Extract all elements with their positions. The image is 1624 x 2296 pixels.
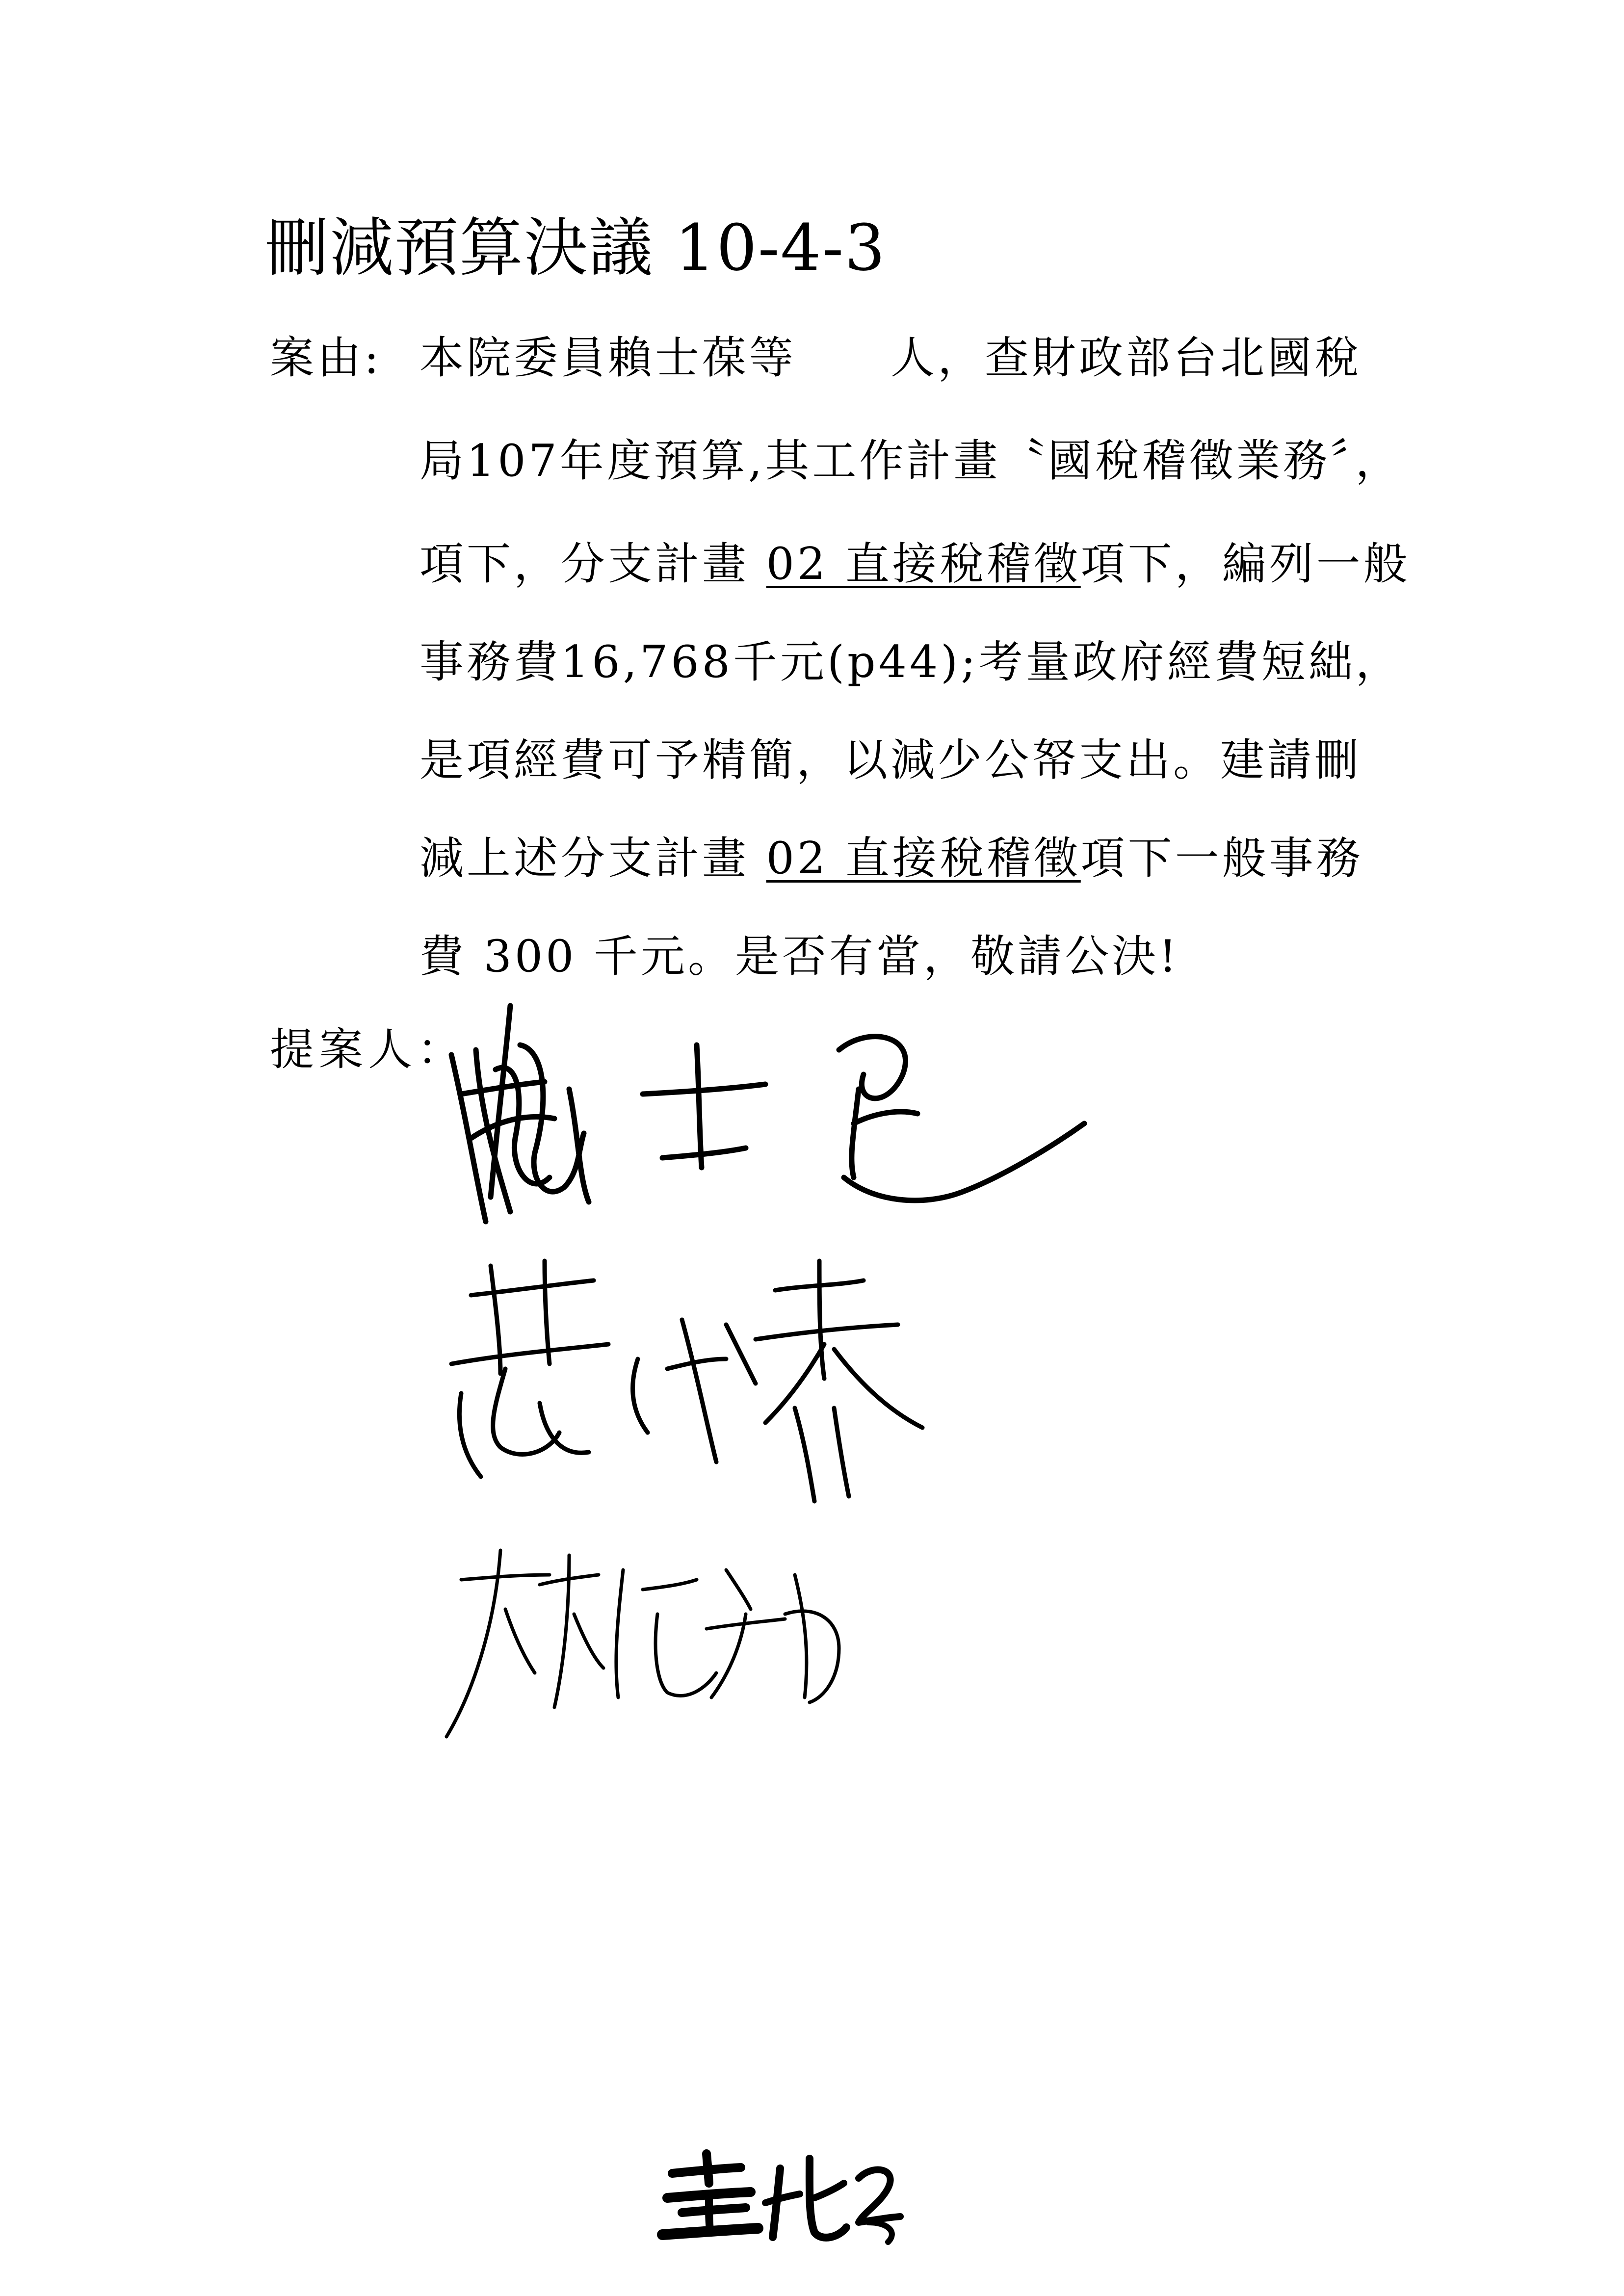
underlined-program-name: 02 直接稅稽徵 [766,538,1081,590]
case-body-line [419,829,1363,888]
signature-3 [432,1540,873,1756]
case-body-line [419,329,1362,388]
case-body-line [419,731,1362,790]
text-segment: 本院委員賴士葆等 人，查財政部台北國稅 [419,332,1362,384]
signature-2 [432,1246,971,1521]
office-stamp [653,2149,908,2249]
case-body-line [419,633,1403,692]
text-segment: 事務費16,768千元(p44);考量政府經費短絀， [419,636,1403,688]
case-body-line [419,927,1179,986]
text-segment: 局107年度預算,其工作計畫〝國稅稽徵業務〞， [419,435,1403,487]
case-body-line [419,432,1402,491]
signature-1 [432,991,1119,1266]
document-title: 刪減預算決議 10-4-3 [265,210,887,285]
case-body-line [419,535,1411,594]
text-segment: 是項經費可予精簡，以減少公帑支出。建請刪 [419,734,1362,786]
text-segment: 項下，編列一般 [1080,538,1411,590]
proposer-label: 提案人： [270,1024,466,1075]
text-segment: 減上述分支計畫 [419,833,766,884]
text-segment: 項下一般事務 [1080,833,1363,884]
underlined-program-name: 02 直接稅稽徵 [766,833,1081,884]
text-segment: 項下，分支計畫 [419,538,766,590]
text-segment: 費 300 千元。是否有當，敬請公決! [419,931,1180,982]
case-label: 案由: [270,332,382,384]
